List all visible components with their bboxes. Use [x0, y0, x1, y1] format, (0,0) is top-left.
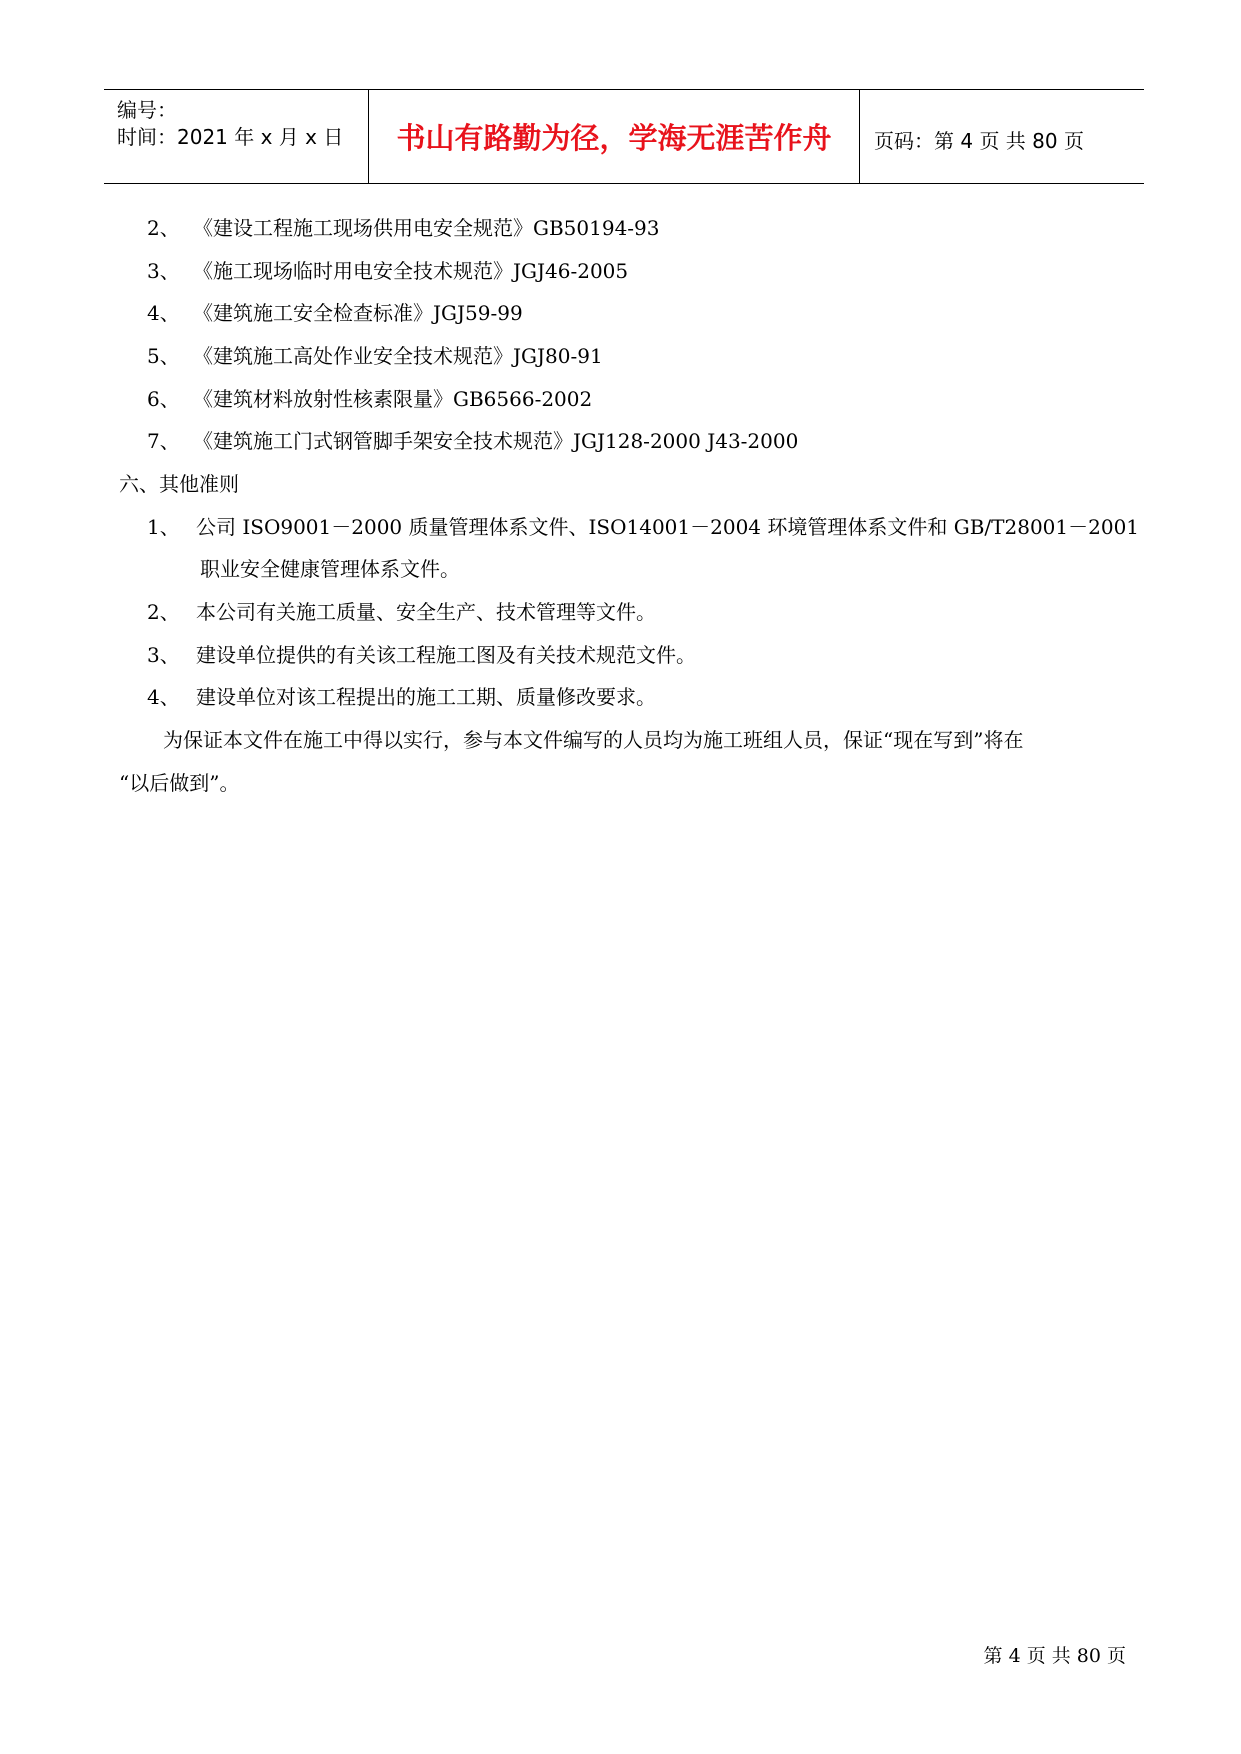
list-item-number: 4、: [147, 301, 180, 325]
list-item-text: 《建筑施工安全检查标准》JGJ59-99: [193, 301, 523, 325]
list-item-number: 4、: [147, 685, 180, 709]
list-item-text: 本公司有关施工质量、安全生产、技术管理等文件。: [196, 600, 656, 624]
section-heading: 六、其他准则: [119, 472, 239, 496]
header-motto-cell: [369, 90, 860, 183]
list-item-text: 建设单位对该工程提出的施工工期、质量修改要求。: [196, 685, 656, 709]
time-label: 时间：2021 年 x 月 x 日: [117, 125, 344, 149]
list-item-text-continued: 职业安全健康管理体系文件。: [200, 557, 460, 581]
list-item-text: 公司 ISO9001－2000 质量管理体系文件、ISO14001－2004 环境管理体系文件和 GB/T28001－2001: [196, 515, 1140, 539]
serial-label: 编号：: [117, 98, 177, 122]
list-item-text: 《建筑材料放射性核素限量》GB6566-2002: [193, 387, 593, 411]
list-item-number: 3、: [147, 259, 180, 283]
list-item-number: 7、: [147, 429, 180, 453]
page-header: [104, 89, 1144, 184]
closing-line-2: “以后做到”。: [119, 771, 240, 795]
list-item-text: 《建筑施工高处作业安全技术规范》JGJ80-91: [193, 344, 603, 368]
list-item-number: 6、: [147, 387, 180, 411]
list-item-number: 3、: [147, 643, 180, 667]
header-page-number: 页码：第 4 页 共 80 页: [874, 129, 1084, 153]
list-item-text: 建设单位提供的有关该工程施工图及有关技术规范文件。: [196, 643, 696, 667]
list-item-text: 《施工现场临时用电安全技术规范》JGJ46-2005: [193, 259, 629, 283]
motto: 书山有路勤为径，学海无涯苦作舟: [396, 121, 832, 155]
list-item-text: 《建设工程施工现场供用电安全规范》GB50194-93: [193, 216, 660, 240]
list-item-number: 5、: [147, 344, 180, 368]
closing-line-1: 为保证本文件在施工中得以实行，参与本文件编写的人员均为施工班组人员，保证“现在写到”将在: [163, 728, 1024, 752]
header-info-cell: [104, 90, 369, 183]
list-item-number: 2、: [147, 600, 180, 624]
list-item-number: 2、: [147, 216, 180, 240]
header-page-cell: [860, 90, 1144, 183]
list-item-number: 1、: [147, 515, 180, 539]
list-item-text: 《建筑施工门式钢管脚手架安全技术规范》JGJ128-2000 J43-2000: [193, 429, 799, 453]
page-footer: 第 4 页 共 80 页: [983, 1645, 1126, 1667]
